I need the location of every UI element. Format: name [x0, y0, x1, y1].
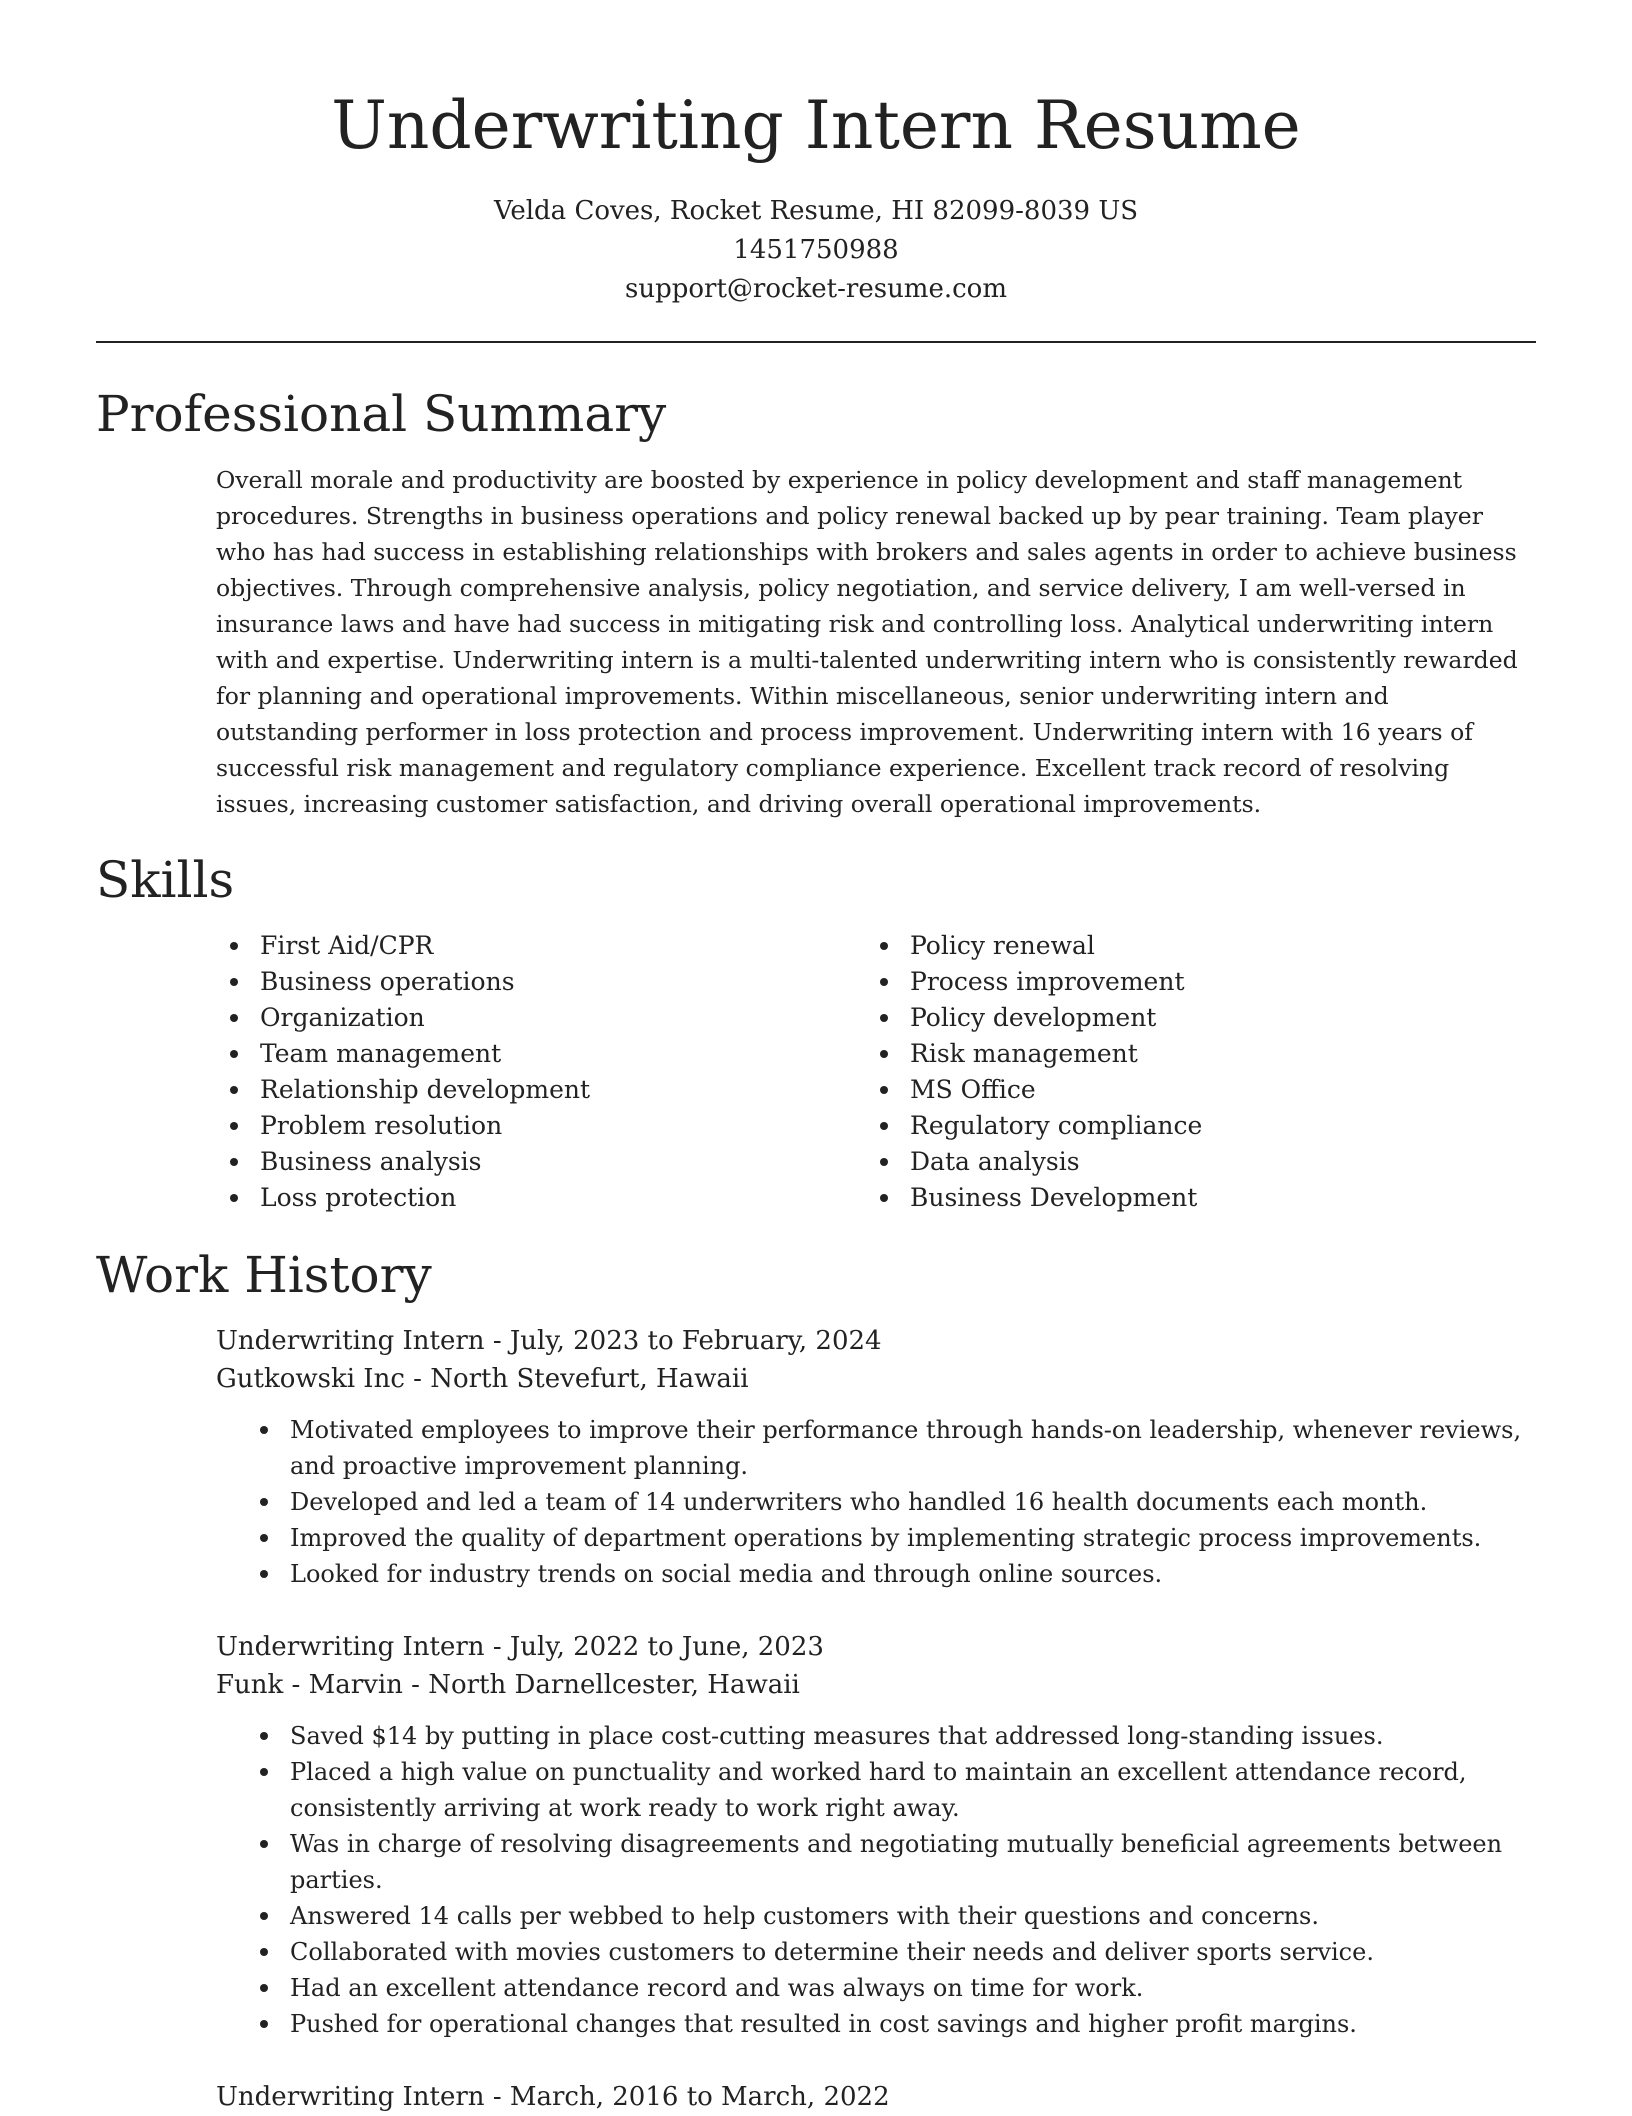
- job-company-line: Funk - Marvin - North Darnellcester, Hawaii: [216, 1670, 800, 1700]
- job-bullet: Collaborated with movies customers to determine their needs and deliver sports service.: [260, 1934, 1536, 1970]
- skill-item: Business operations: [230, 964, 590, 1000]
- job-bullet: Placed a high value on punctuality and worked hard to maintain an excellent attendance record, consistently arriving at work ready to work right away.: [260, 1754, 1536, 1826]
- contact-address: Velda Coves, Rocket Resume, HI 82099-8039 US: [493, 196, 1139, 226]
- summary-heading: Professional Summary: [96, 385, 667, 443]
- job-bullet-list: [216, 1718, 1536, 2042]
- skill-item: Business Development: [880, 1180, 1202, 1216]
- skills-list-left: [230, 928, 590, 1216]
- job-title-line: Underwriting Intern - March, 2016 to March, 2022: [216, 2082, 890, 2112]
- resume-title: Underwriting Intern Resume: [331, 87, 1301, 164]
- skill-item: Risk management: [880, 1036, 1202, 1072]
- job-bullet: Had an excellent attendance record and was always on time for work.: [260, 1970, 1536, 2006]
- job-bullet: Looked for industry trends on social media and through online sources.: [260, 1556, 1536, 1592]
- job-bullet: Was in charge of resolving disagreements and negotiating mutually beneficial agreements between parties.: [260, 1826, 1536, 1898]
- job-bullet: Improved the quality of department operations by implementing strategic process improvements.: [260, 1520, 1536, 1556]
- job-bullet: Answered 14 calls per webbed to help customers with their questions and concerns.: [260, 1898, 1536, 1934]
- job-entry: [216, 1322, 1536, 1592]
- skill-item: Loss protection: [230, 1180, 590, 1216]
- skill-item: First Aid/CPR: [230, 928, 590, 964]
- skill-item: Data analysis: [880, 1144, 1202, 1180]
- job-title-line: Underwriting Intern - July, 2023 to February, 2024: [216, 1326, 882, 1356]
- job-company-line: Gutkowski Inc - North Stevefurt, Hawaii: [216, 1364, 749, 1394]
- job-entry: [216, 1628, 1536, 2042]
- job-bullet: Developed and led a team of 14 underwriters who handled 16 health documents each month.: [260, 1484, 1536, 1520]
- skills-list-right: [880, 928, 1202, 1216]
- skill-item: Process improvement: [880, 964, 1202, 1000]
- contact-block: [0, 192, 1632, 309]
- skill-item: Policy development: [880, 1000, 1202, 1036]
- job-bullet: Pushed for operational changes that resulted in cost savings and higher profit margins.: [260, 2006, 1536, 2042]
- job-bullet-list: [216, 1412, 1536, 1592]
- skill-item: Business analysis: [230, 1144, 590, 1180]
- skill-item: MS Office: [880, 1072, 1202, 1108]
- job-bullet: Motivated employees to improve their performance through hands-on leadership, whenever reviews, and proactive improvement planning.: [260, 1412, 1536, 1484]
- contact-phone: 1451750988: [733, 235, 899, 265]
- contact-email: support@rocket-resume.com: [624, 274, 1007, 304]
- job-title-line: Underwriting Intern - July, 2022 to June, 2023: [216, 1632, 824, 1662]
- skill-item: Policy renewal: [880, 928, 1202, 964]
- skill-item: Relationship development: [230, 1072, 590, 1108]
- header-divider: [96, 341, 1536, 343]
- skill-item: Problem resolution: [230, 1108, 590, 1144]
- summary-text: Overall morale and productivity are boosted by experience in policy development and staff management procedures. Strengths in business operations and policy renewal backed up by pear training. Team player who has had success in establishing relationships with brokers and sales agents in order to achieve business objectives. Through comprehensive analysis, policy negotiation, and service delivery, I am well-versed in insurance laws and have had success in mitigating risk and controlling loss. Analytical underwriting intern with and expertise. Underwriting intern is a multi-talented underwriting intern who is consistently rewarded for planning and operational improvements. Within miscellaneous, senior underwriting intern and outstanding performer in loss protection and process improvement. Underwriting intern with 16 years of successful risk management and regulatory compliance experience. Excellent track record of resolving issues, increasing customer satisfaction, and driving overall operational improvements.: [216, 466, 1518, 818]
- skill-item: Regulatory compliance: [880, 1108, 1202, 1144]
- job-entry: [216, 2078, 1536, 2116]
- skill-item: Organization: [230, 1000, 590, 1036]
- skills-heading: Skills: [96, 851, 235, 909]
- work-history-heading: Work History: [96, 1246, 432, 1304]
- skill-item: Team management: [230, 1036, 590, 1072]
- job-bullet: Saved $14 by putting in place cost-cutting measures that addressed long-standing issues.: [260, 1718, 1536, 1754]
